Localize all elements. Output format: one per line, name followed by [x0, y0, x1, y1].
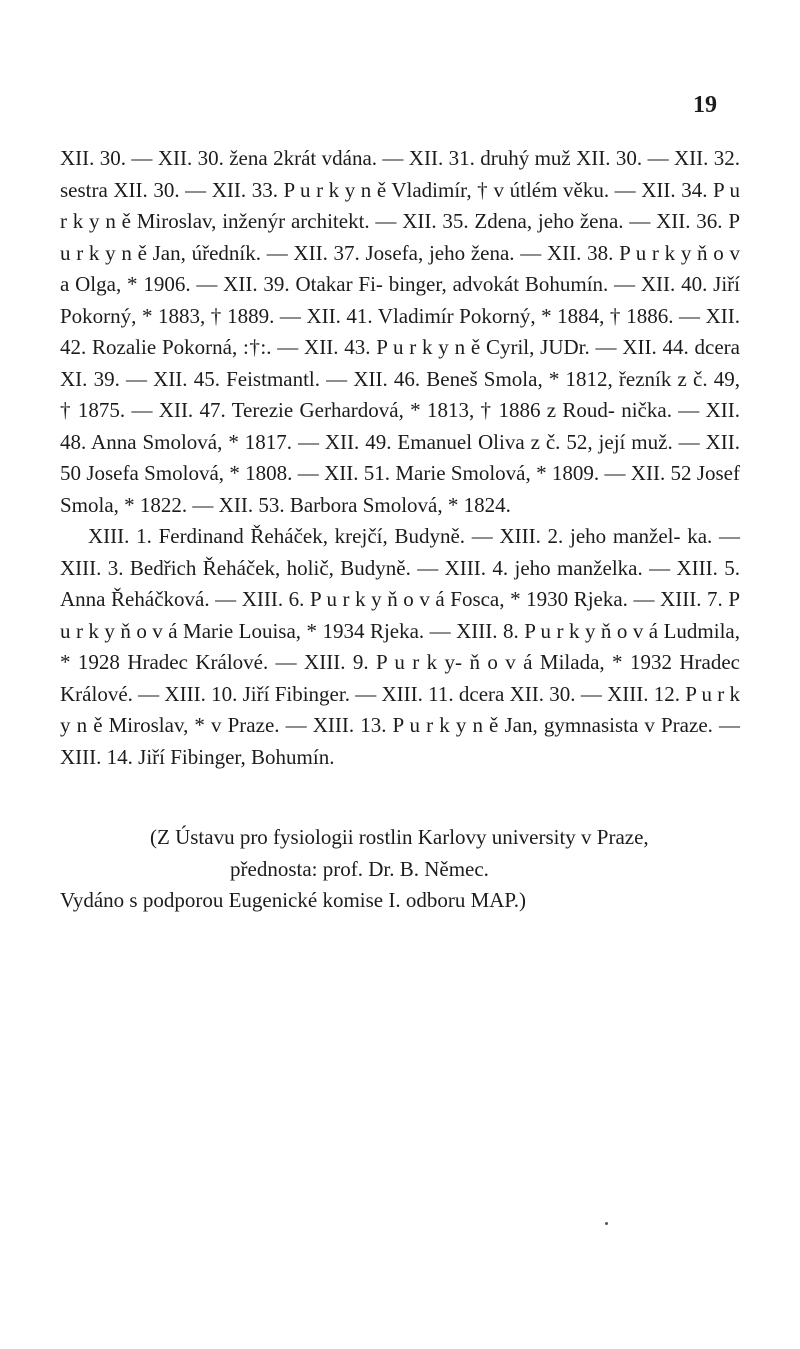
paragraph-generation-xiii: XIII. 1. Ferdinand Řeháček, krejčí, Budyně. — XIII. 2. jeho manžel- ka. — XIII. 3. Bedřich Řeháček, holič, Budyně. — XIII. 4. jeho manželka. — XIII. 5. Anna Řeháčková. — XIII. 6. P u r k y ň o v á Fosca, * 1930 Rjeka. — XIII. 7. P u r k y ň o v á Marie Louisa, * 1934 Rjeka. — XIII. 8. P u r k y ň o v á Ludmila, * 1928 Hradec Králové. — XIII. 9. P u r k y- ň o v á Milada, * 1932 Hradec Králové. — XIII. 10. Jiří Fibinger. — XIII. 11. dcera XII. 30. — XIII. 12. P u r k y n ě Miroslav, * v Praze. — XIII. 13. P u r k y n ě Jan, gymnasista v Praze. — XIII. 14. Jiří Fibinger, Bohumín. — [60, 524, 740, 769]
body-text — [60, 143, 740, 773]
colophon-institute-line: (Z Ústavu pro fysiologii rostlin Karlovy university v Praze, — [150, 825, 649, 849]
print-speck — [605, 1222, 608, 1225]
colophon-head-line: přednosta: prof. Dr. B. Němec. — [230, 856, 489, 881]
colophon-publication-line: Vydáno s podporou Eugenické komise I. odboru MAP.) — [60, 888, 527, 912]
paragraph-generation-xii: XII. 30. — XII. 30. žena 2krát vdána. — XII. 31. druhý muž XII. 30. — XII. 32. sestra XII. 30. — XII. 33. P u r k y n ě Vladimír, † v útlém věku. — XII. 34. P u r k y n ě Miroslav, inženýr architekt. — XII. 35. Zdena, jeho žena. — XII. 36. P u r k y n ě Jan, úředník. — XII. 37. Josefa, jeho žena. — XII. 38. P u r k y ň o v a Olga, * 1906. — XII. 39. Otakar Fi- binger, advokát Bohumín. — XII. 40. Jiří Pokorný, * 1883, † 1889. — XII. 41. Vladimír Pokorný, * 1884, † 1886. — XII. 42. Rozalie Pokorná, :†:. — XII. 43. P u r k y n ě Cyril, JUDr. — XII. 44. dcera XI. 39. — XII. 45. Feistmantl. — XII. 46. Beneš Smola, * 1812, řezník z č. 49, † 1875. — XII. 47. Terezie Gerhardová, * 1813, † 1886 z Roud- nička. — XII. 48. Anna Smolová, * 1817. — XII. 49. Emanuel Oliva z č. 52, její muž. — XII. 50 Josefa Smolová, * 1808. — XII. 51. Marie Smolová, * 1809. — XII. 52 Josef Smola, * 1822. — XII. 53. Barbora Smolová, * 1824. — [60, 146, 740, 517]
colophon — [60, 822, 740, 917]
page-number: 19 — [693, 92, 717, 118]
